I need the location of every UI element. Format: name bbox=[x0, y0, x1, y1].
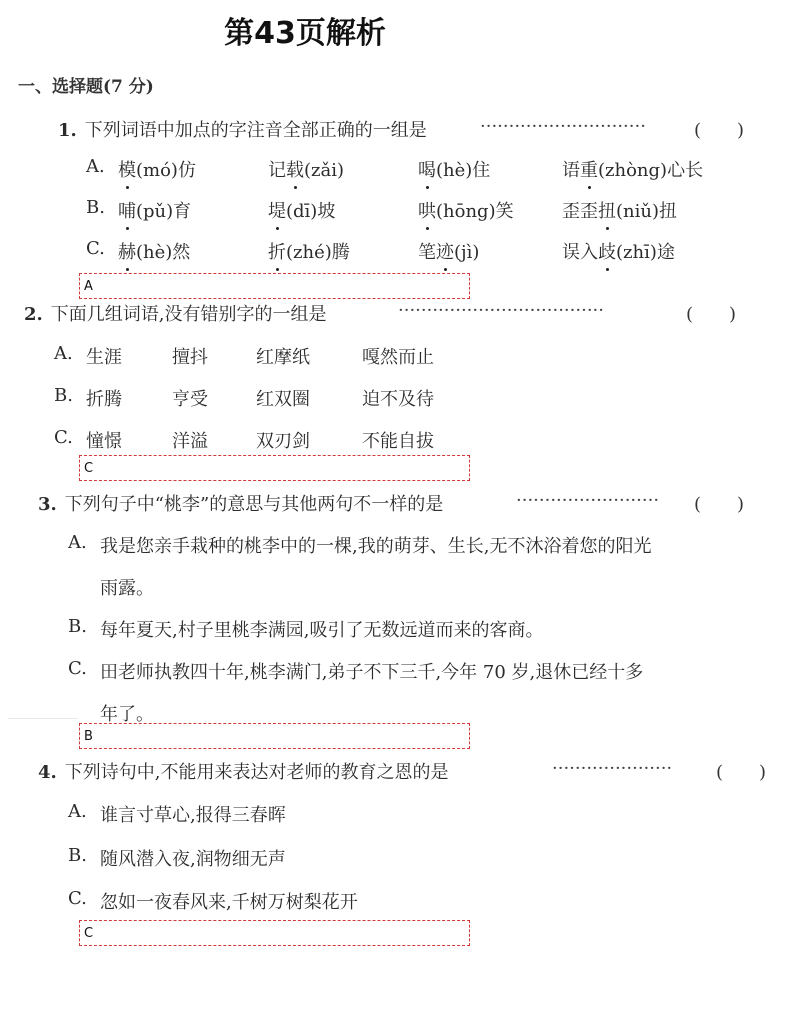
question-text: 下列句子中“桃李”的意思与其他两句不一样的是 bbox=[64, 494, 444, 515]
option-item: 哄(hōng)笑 bbox=[418, 197, 514, 223]
question-number: 1. bbox=[58, 120, 77, 141]
option-item: 喝(hè)住 bbox=[418, 156, 490, 182]
question-2-stem bbox=[24, 300, 327, 326]
option-word: 红双圈 bbox=[256, 389, 310, 410]
option-word: 不能自拔 bbox=[362, 431, 434, 452]
option-word: 双刃剑 bbox=[256, 431, 310, 452]
option-sentence: 随风潜入夜,润物细无声 bbox=[100, 849, 286, 870]
emphasized-char: 堤 bbox=[268, 197, 286, 223]
option-word: 擅抖 bbox=[172, 347, 208, 368]
emphasized-char: 迹 bbox=[436, 238, 454, 264]
option-letter: A. bbox=[68, 532, 87, 553]
option-sentence: 我是您亲手栽种的桃李中的一棵,我的萌芽、生长,无不沐浴着您的阳光 bbox=[100, 536, 652, 557]
option-item: 哺(pǔ)育 bbox=[118, 197, 191, 223]
leader-dots: ························· bbox=[516, 490, 660, 511]
question-3-stem bbox=[38, 490, 443, 516]
option-item: 赫(hè)然 bbox=[118, 238, 190, 264]
option-letter: C. bbox=[54, 427, 73, 448]
answer-box-1: A bbox=[79, 273, 470, 299]
option-sentence: 田老师执教四十年,桃李满门,弟子不下三千,今年 70 岁,退休已经十多 bbox=[100, 662, 644, 683]
question-number: 4. bbox=[38, 762, 57, 783]
emphasized-char: 扭 bbox=[598, 197, 616, 223]
question-text: 下面几组词语,没有错别字的一组是 bbox=[50, 304, 327, 325]
page-title: 第43页解析 bbox=[224, 16, 386, 51]
option-letter: B. bbox=[68, 616, 87, 637]
emphasized-char: 重 bbox=[580, 156, 598, 182]
option-letter: B. bbox=[54, 385, 73, 406]
emphasized-char: 模 bbox=[118, 156, 136, 182]
option-word: 亨受 bbox=[172, 389, 208, 410]
option-word: 洋溢 bbox=[172, 431, 208, 452]
option-letter: A. bbox=[54, 343, 73, 364]
answer-parentheses: ( ) bbox=[694, 494, 745, 515]
leader-dots: ····················· bbox=[552, 758, 673, 779]
emphasized-char: 歧 bbox=[598, 238, 616, 264]
option-word: 迫不及待 bbox=[362, 389, 434, 410]
emphasized-char: 哄 bbox=[418, 197, 436, 223]
emphasized-char: 喝 bbox=[418, 156, 436, 182]
option-sentence-continued: 雨露。 bbox=[100, 578, 154, 599]
option-item: 记载(zǎi) bbox=[268, 156, 344, 182]
option-item: 误入歧(zhī)途 bbox=[562, 238, 675, 264]
option-word: 红摩纸 bbox=[256, 347, 310, 368]
question-text: 下列诗句中,不能用来表达对老师的教育之恩的是 bbox=[64, 762, 449, 783]
option-word: 生涯 bbox=[86, 347, 122, 368]
answer-box-2: C bbox=[79, 455, 470, 481]
option-sentence-continued: 年了。 bbox=[100, 704, 154, 725]
answer-box-4: C bbox=[79, 920, 470, 946]
question-number: 3. bbox=[38, 494, 57, 515]
option-item: 语重(zhòng)心长 bbox=[562, 156, 703, 182]
option-item: 歪歪扭(niǔ)扭 bbox=[562, 197, 677, 223]
emphasized-char: 赫 bbox=[118, 238, 136, 264]
answer-parentheses: ( ) bbox=[716, 762, 767, 783]
option-word: 折腾 bbox=[86, 389, 122, 410]
question-text: 下列词语中加点的字注音全部正确的一组是 bbox=[84, 120, 427, 141]
option-item: 模(mó)仿 bbox=[118, 156, 196, 182]
scan-artifact-line bbox=[8, 718, 78, 719]
option-letter: C. bbox=[86, 238, 105, 259]
option-item: 折(zhé)腾 bbox=[268, 238, 350, 264]
leader-dots: ···································· bbox=[398, 300, 604, 321]
section-title: 一、选择题(7 分) bbox=[18, 77, 154, 97]
option-sentence: 每年夏天,村子里桃李满园,吸引了无数远道而来的客商。 bbox=[100, 620, 544, 641]
emphasized-char: 载 bbox=[286, 156, 304, 182]
answer-parentheses: ( ) bbox=[686, 304, 737, 325]
emphasized-char: 折 bbox=[268, 238, 286, 264]
question-number: 2. bbox=[24, 304, 43, 325]
option-letter: A. bbox=[86, 156, 105, 177]
option-item: 笔迹(jì) bbox=[418, 238, 479, 264]
option-letter: B. bbox=[68, 845, 87, 866]
emphasized-char: 哺 bbox=[118, 197, 136, 223]
question-1-stem bbox=[58, 116, 427, 142]
option-word: 憧憬 bbox=[86, 431, 122, 452]
question-4-stem bbox=[38, 758, 449, 784]
option-letter: C. bbox=[68, 658, 87, 679]
option-letter: C. bbox=[68, 888, 87, 909]
leader-dots: ····························· bbox=[480, 116, 646, 137]
option-item: 堤(dī)坡 bbox=[268, 197, 335, 223]
option-word: 嘎然而止 bbox=[362, 347, 434, 368]
answer-parentheses: ( ) bbox=[694, 120, 745, 141]
option-letter: B. bbox=[86, 197, 105, 218]
answer-box-3: B bbox=[79, 723, 470, 749]
option-sentence: 忽如一夜春风来,千树万树梨花开 bbox=[100, 892, 358, 913]
option-letter: A. bbox=[68, 801, 87, 822]
option-sentence: 谁言寸草心,报得三春晖 bbox=[100, 805, 286, 826]
